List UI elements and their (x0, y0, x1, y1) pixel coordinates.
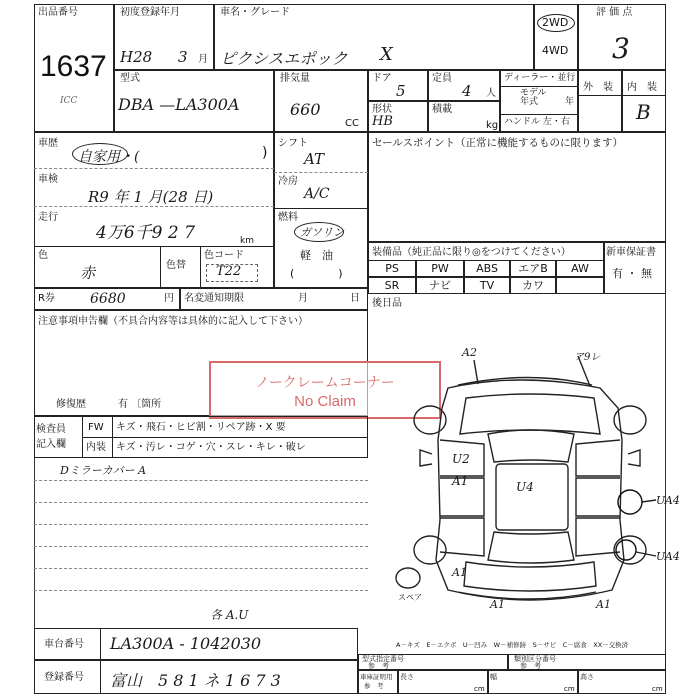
mark-ua4-1: UA4 (656, 494, 680, 507)
chassis-value: LA300A - 1042030 (110, 634, 262, 653)
notes-label: 注意事項申告欄（不具合内容等は具体的に記入して下さい） (38, 316, 308, 327)
color-value: 赤 (80, 264, 96, 282)
chassis-label: 車台番号 (44, 639, 84, 650)
mark-top-right: ア9レ (574, 352, 601, 363)
height-unit: cm (652, 685, 663, 693)
reg-label: 登録番号 (44, 672, 84, 683)
score-value: 3 (612, 32, 630, 65)
lot-sub: ICC (60, 96, 78, 106)
handle-label: ハンドル 左・右 (504, 117, 570, 127)
exterior-label: 外 装 (583, 82, 613, 93)
recycle-label: R券 (38, 293, 55, 304)
no-claim-en: No Claim (294, 393, 356, 410)
width-label: 幅 (490, 673, 497, 681)
car-name: ピクシスエポック (220, 49, 348, 68)
inspection-label: 車検 (38, 174, 58, 185)
damage-legend: A－キズ E－エクボ U－凹み W－補修跡 S－サビ C－腐食 XX－交換済 (396, 641, 629, 649)
model-label: 型式 (120, 73, 140, 84)
displacement-label: 排気量 (280, 73, 310, 84)
shape-value: HB (372, 114, 393, 129)
shift-value: AT (304, 150, 325, 168)
mark-u4: U4 (516, 480, 534, 494)
equip-pw: PW (416, 260, 464, 277)
model-year-label: モデル 年式 (520, 88, 547, 107)
mileage-unit: km (240, 236, 254, 246)
inspection-value: R9 年 1 月(28 日) (88, 188, 214, 206)
inspector-label1: 検査員 (36, 424, 66, 435)
type-designation-label: 型式指定番号 (362, 655, 404, 663)
first-reg-month: 3 (178, 48, 188, 66)
mileage-value: 4万6千9 2 7 (96, 223, 195, 243)
fuel-diesel: 軽 油 (300, 249, 333, 262)
cert-sub: 参 考 (364, 682, 384, 690)
shape-label: 形状 (372, 104, 392, 115)
note-each: 各 A.U (210, 608, 249, 622)
dealer-label: ディーラー・並行 (504, 73, 576, 83)
score-label: 評 価 点 (596, 7, 633, 18)
name-change-day: 日 (350, 293, 360, 304)
name-change-label: 名変通知期限 (184, 293, 244, 304)
class-sub: 参 考 (520, 662, 541, 670)
height-label: 高さ (580, 673, 594, 681)
fw-label: FW (88, 422, 104, 433)
repair-value: 有 〔箇所 (118, 399, 162, 410)
interior-score: B (636, 100, 651, 124)
name-change-month: 月 (298, 293, 308, 304)
length-label: 長さ (400, 673, 414, 681)
inspector-label2: 記入欄 (36, 439, 66, 450)
sales-label: セールスポイント（正常に機能するものに限ります） (372, 137, 624, 149)
in-label: 内装 (86, 442, 106, 453)
load-label: 積載 (432, 104, 452, 115)
capacity-unit: 人 (486, 88, 496, 99)
mark-ua4-2: UA4 (656, 550, 680, 563)
spare-label: スペア (398, 593, 422, 602)
fuel-value: ガソリン (300, 226, 344, 239)
equip-ps: PS (368, 260, 416, 277)
model-year-unit: 年 (565, 97, 575, 107)
repair-label: 修復歴 (56, 399, 86, 410)
fuel-label: 燃料 (278, 212, 298, 223)
displacement-value: 660 (290, 100, 321, 119)
mark-a2: A2 (462, 346, 477, 359)
name-label: 車名・グレード (220, 7, 290, 18)
reg-value: 富山 5 8 1 ネ 1 6 7 3 (110, 671, 281, 690)
load-unit: kg (486, 120, 499, 131)
interior-label: 内 装 (627, 82, 657, 93)
equipment-title: 装備品（純正品に限り◎をつけてください） (372, 247, 571, 258)
ac-value: A/C (304, 186, 330, 202)
doors-value: 5 (396, 82, 406, 100)
warranty-value: 有 ・ 無 (612, 267, 652, 280)
ac-label: 冷房 (278, 176, 298, 187)
drive-4wd: 4WD (542, 44, 569, 57)
mark-u2: U2 (452, 452, 470, 466)
car-grade: X (380, 44, 393, 65)
recycle-value: 6680 (90, 291, 126, 307)
equip-navi: ナビ (416, 277, 464, 294)
fuel-paren: ( ) (290, 267, 343, 280)
history-label: 車歴 (38, 138, 58, 149)
first-reg-label: 初度登録年月 (120, 7, 180, 18)
cert-label: 車庫証明用 (360, 673, 393, 681)
equip-abs: ABS (464, 260, 510, 277)
color-label: 色 (38, 250, 48, 261)
first-reg-era: H28 (120, 48, 153, 66)
capacity-label: 定員 (432, 73, 452, 84)
length-unit: cm (474, 685, 485, 693)
equip-aw: AW (556, 260, 604, 277)
no-claim-jp: ノークレームコーナー (255, 375, 395, 391)
first-reg-month-unit: 月 (198, 54, 208, 65)
equip-tv: TV (464, 277, 510, 294)
lot-number: 1637 (40, 50, 107, 83)
color-change-label: 色替 (166, 260, 186, 271)
drive-2wd: 2WD (542, 16, 569, 29)
history-value: 自家用・( (78, 149, 140, 165)
doors-label: ドア (372, 73, 392, 84)
history-close: ) (262, 145, 268, 161)
recycle-unit: 円 (164, 293, 174, 304)
model-value: DBA —LA300A (118, 95, 240, 114)
mark-a1-left: A1 (452, 474, 469, 488)
equip-sr: SR (368, 277, 416, 294)
warranty-label: 新車保証書 (606, 247, 656, 258)
displacement-unit: CC (345, 118, 359, 129)
in-text: キズ・汚レ・コゲ・穴・スレ・キレ・破レ (116, 442, 306, 453)
mark-a1-bottom-left: A1 (452, 566, 467, 579)
color-code-value: T22 (216, 264, 242, 279)
capacity-value: 4 (462, 82, 472, 100)
width-unit: cm (564, 685, 575, 693)
rear-seat-label: 後日品 (372, 298, 402, 309)
type-designation-sub: 参 考 (368, 662, 389, 670)
class-label: 類別区分番号 (514, 655, 556, 663)
color-code-label: 色コード (204, 250, 244, 261)
lot-label: 出品番号 (38, 7, 78, 18)
fw-text: キズ・飛石・ヒビ割・リペア跡・X 要 (116, 422, 286, 433)
equip-airbag: エアB (510, 260, 556, 277)
note-mirror: Dミラーカバー A (60, 464, 147, 477)
mileage-label: 走行 (38, 212, 58, 223)
equip-leather: カワ (510, 277, 556, 294)
mark-a1-bottom-center: A1 (490, 598, 505, 611)
mark-a1-bottom-right: A1 (596, 598, 611, 611)
shift-label: シフト (278, 138, 308, 149)
